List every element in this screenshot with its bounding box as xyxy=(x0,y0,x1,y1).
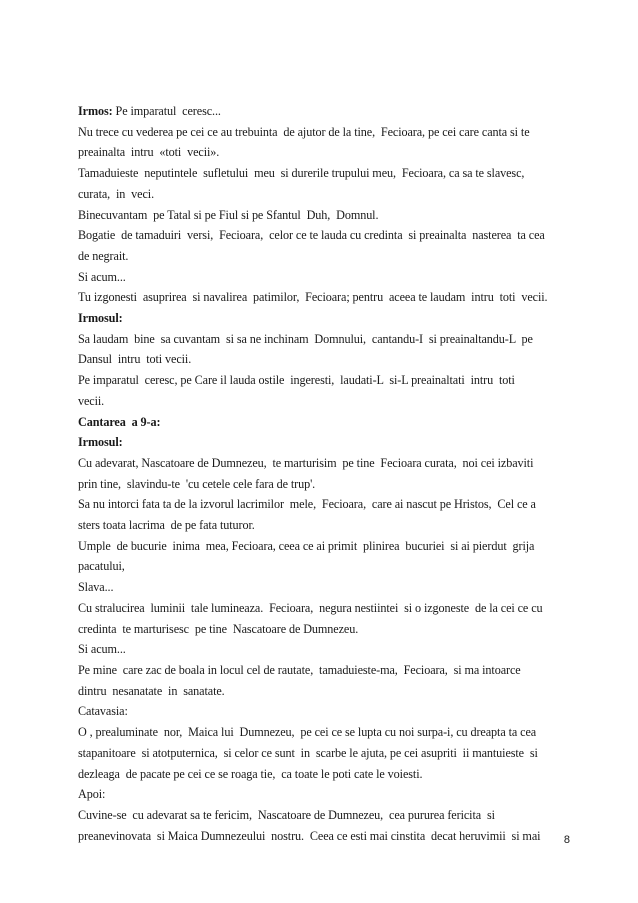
text-line xyxy=(78,163,566,184)
page-number: 8 xyxy=(563,834,570,846)
text-line xyxy=(78,660,566,681)
line-text: de negrait. xyxy=(78,248,129,263)
text-line xyxy=(78,432,566,453)
line-text: Cu adevarat, Nascatoare de Dumnezeu, te marturisim pe tine Fecioara curata, noi cei izbaviti xyxy=(78,455,534,470)
text-line xyxy=(78,453,566,474)
text-line xyxy=(78,784,566,805)
text-line xyxy=(78,556,566,577)
text-line xyxy=(78,474,566,495)
text-line xyxy=(78,205,566,226)
text-line xyxy=(78,391,566,412)
line-text: Si acum... xyxy=(78,269,126,284)
line-text: preanevinovata si Maica Dumnezeului nostru. Ceea ce esti mai cinstita decat heruvimii si mai xyxy=(78,828,541,843)
line-text: Pe imparatul ceresc... xyxy=(112,104,221,118)
text-line xyxy=(78,701,566,722)
text-line xyxy=(78,764,566,785)
line-text: Sa laudam bine sa cuvantam si sa ne inchinam Domnului, cantandu-I si preainaltandu-L pe xyxy=(78,331,533,346)
text-line xyxy=(78,805,566,826)
text-line xyxy=(78,349,566,370)
text-line xyxy=(78,598,566,619)
line-text: sters toata lacrima de pe fata tuturor. xyxy=(78,518,255,533)
text-line xyxy=(78,246,566,267)
section-label: Irmosul: xyxy=(78,435,123,450)
line-text: Sa nu intorci fata ta de la izvorul lacrimilor mele, Fecioara, care ai nascut pe Hristos, Cel ce a xyxy=(78,497,536,512)
line-text: O , prealuminate nor, Maica lui Dumnezeu, pe cei ce se lupta cu noi surpa-i, cu dreapta ta cea xyxy=(78,725,537,740)
text-line xyxy=(78,494,566,515)
line-text: Si acum... xyxy=(78,642,126,657)
line-text: Umple de bucurie inima mea, Fecioara, ceea ce ai primit plinirea bucuriei si ai pierdut grija xyxy=(78,538,535,553)
line-text: pacatului, xyxy=(78,559,125,574)
line-text: vecii. xyxy=(78,393,105,408)
line-text: dintru nesanatate in sanatate. xyxy=(78,683,225,698)
line-text: Pe imparatul ceresc, pe Care il lauda ostile ingeresti, laudati-L si-L preainaltati intru toti xyxy=(78,373,515,388)
text-line xyxy=(78,122,566,143)
section-label: Irmos: xyxy=(78,104,113,118)
line-text: Slava... xyxy=(78,580,114,595)
text-line xyxy=(78,536,566,557)
text-line xyxy=(78,184,566,205)
line-text: Tamaduieste neputintele sufletului meu si durerile trupului meu, Fecioara, ca sa te slavesc, xyxy=(78,166,525,181)
text-line xyxy=(78,619,566,640)
line-text: Binecuvantam pe Tatal si pe Fiul si pe Sfantul Duh, Domnul. xyxy=(78,207,379,222)
text-line xyxy=(78,101,566,122)
section-label: Irmosul: xyxy=(78,311,123,326)
line-text: prin tine, slavindu-te 'cu cetele cele fara de trup'. xyxy=(78,476,316,491)
text-line xyxy=(78,267,566,288)
line-text: Apoi: xyxy=(78,787,106,802)
line-text: curata, in veci. xyxy=(78,186,155,201)
text-line xyxy=(78,370,566,391)
line-text: preainalta intru «toti vecii». xyxy=(78,145,220,160)
line-text: Cu stralucirea luminii tale lumineaza. Fecioara, negura nestiintei si o izgoneste de la cei ce cu xyxy=(78,600,543,615)
document-body xyxy=(78,101,566,846)
line-text: Dansul intru toti vecii. xyxy=(78,352,192,367)
text-line xyxy=(78,681,566,702)
text-line xyxy=(78,826,566,847)
line-text: dezleaga de pacate pe cei ce se roaga tie, ca toate le poti cate le voiesti. xyxy=(78,766,423,781)
section-label: Cantarea a 9-a: xyxy=(78,414,161,429)
line-text: Bogatie de tamaduiri versi, Fecioara, celor ce te lauda cu credinta si preainalta nasterea ta cea xyxy=(78,228,545,243)
text-line xyxy=(78,722,566,743)
text-line xyxy=(78,287,566,308)
line-text: Nu trece cu vederea pe cei ce au trebuinta de ajutor de la tine, Fecioara, pe cei care canta si te xyxy=(78,124,530,139)
text-line xyxy=(78,515,566,536)
text-line xyxy=(78,329,566,350)
line-text: Pe mine care zac de boala in locul cel de rautate, tamaduieste-ma, Fecioara, si ma intoarce xyxy=(78,662,521,677)
text-line xyxy=(78,412,566,433)
text-line xyxy=(78,308,566,329)
text-line xyxy=(78,577,566,598)
line-text: Tu izgonesti asuprirea si navalirea patimilor, Fecioara; pentru aceea te laudam intru toti vecii. xyxy=(78,290,548,305)
text-line xyxy=(78,743,566,764)
line-text: credinta te marturisesc pe tine Nascatoare de Dumnezeu. xyxy=(78,621,359,636)
text-line xyxy=(78,225,566,246)
text-line xyxy=(78,142,566,163)
line-text: Cuvine-se cu adevarat sa te fericim, Nascatoare de Dumnezeu, cea pururea fericita si xyxy=(78,807,495,822)
line-text: Catavasia: xyxy=(78,704,128,719)
line-text: stapanitoare si atotputernica, si celor ce sunt in scarbe le ajuta, pe cei asupriti ii mantuieste si xyxy=(78,745,538,760)
text-line xyxy=(78,639,566,660)
